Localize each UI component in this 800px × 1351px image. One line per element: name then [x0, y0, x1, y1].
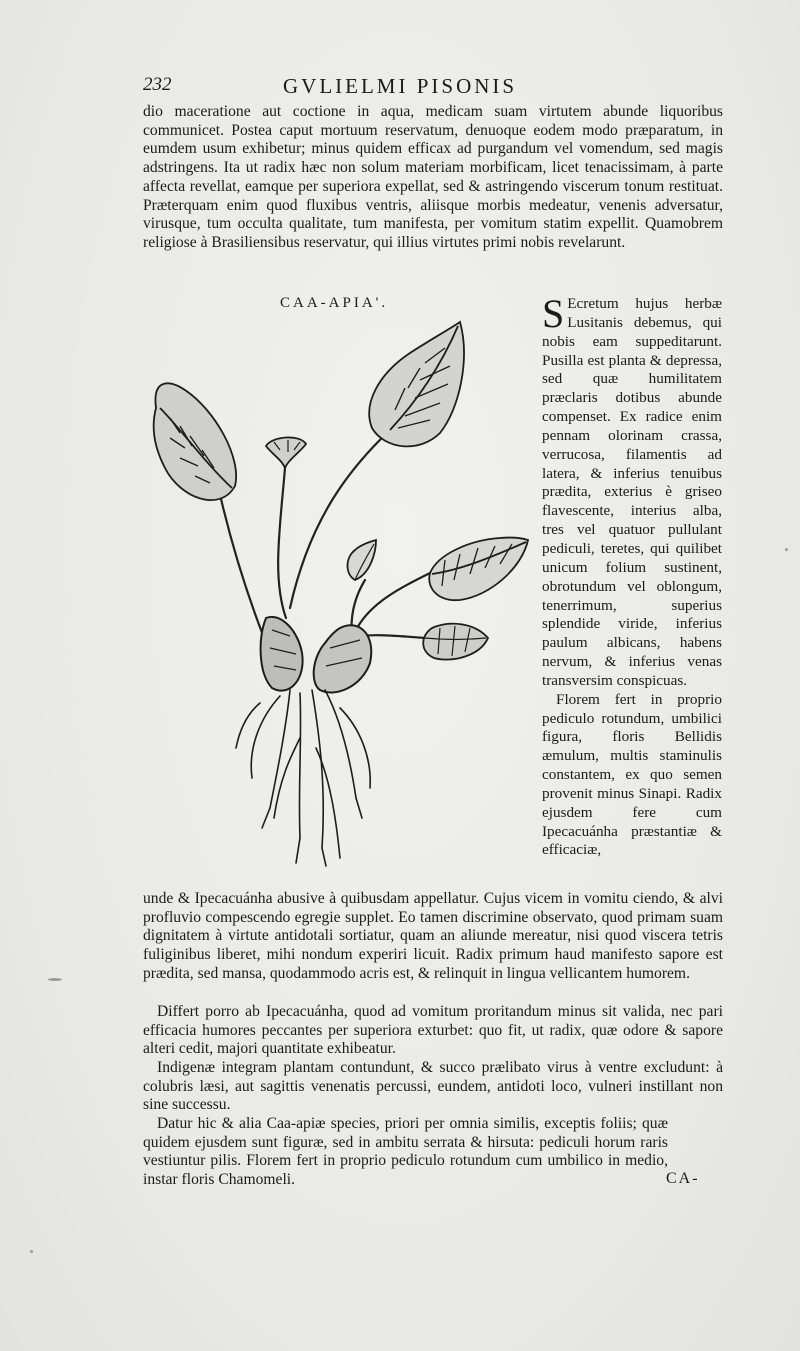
paper-speck: [48, 978, 62, 981]
side-column-text: [542, 291, 722, 860]
catchword: CA-: [666, 1170, 700, 1187]
drop-cap: S: [542, 291, 565, 336]
top-paragraph: dio maceratione aut coctione in aqua, medicam suam virtutem abunde liquoribus communicet. Postea caput mortuum reservatum, denuoque eodem modo præparatum, in eumdem usum exhibetur; minus quidem efficax ad purgandum vel vomendum, sed magis adstringens. Ita ut radix hæc non solum materiam morbificam, licet tenacissimam, à parte affecta revellat, eamque per superiora expellat, sed & astringendo viscerum tonum restituat. Præterquam enim quod fluxibus ventris, aliisque morbis medeatur, venenis adversatur, virusque, tum occulta qualitate, tum manifesta, per vomitum statim expellit. Quamobrem religiose à Brasiliensibus reservatur, qui illius virtutes primi nobis revelarunt.: [143, 103, 723, 251]
paragraph-indigenae: Indigenæ integram plantam contundunt, & succo prælibato virus à ventre excludunt: à colubris læsi, aut sagittis venenatis percussi, eundem, antidoti loco, vulneri instillant non sine successu.: [143, 1059, 723, 1114]
side-paragraph-2: Florem fert in proprio pediculo rotundum, umbilici figura, floris Bellidis æmulum, multis staminulis constantem, ex quo semen provenit minus Sinapi. Radix ejusdem fere cum Ipecacuánha præstantiæ & efficaciæ,: [542, 690, 722, 859]
page-number: 232: [143, 74, 172, 95]
paper-speck: [30, 1250, 33, 1253]
illustration-caption: CAA-APIA'.: [280, 295, 389, 311]
running-header: [143, 74, 723, 100]
paper-speck: [785, 548, 788, 551]
paragraph-datur: Datur hic & alia Caa-apiæ species, priori per omnia similis, exceptis foliis; quæ quidem ejusdem sunt figuræ, sed in ambitu serrata & hirsuta: pediculi horum raris vestiuntur pilis. Florem fert in proprio pediculo rotundum cum umbilico in medio, instar floris Chamomeli.: [143, 1115, 668, 1189]
continuation-paragraph: unde & Ipecacuánha abusive à quibusdam appellatur. Cujus vicem in vomitu ciendo, & alvi profluvio compescendo egregie supplet. Eo tamen discrimine observato, quod primam suam dignitatem à virtute antidotali sortiatur, quam an aliunde mereatur, nisi quod viscera tetris fuliginibus liberet, mihi nondum experiri licuit. Radix primum haud manifesto sapore est prædita, sed mansa, quodammodo acris est, & relinquit in lingua vellicantem humorem.: [143, 890, 723, 982]
running-title: GVLIELMI PISONIS: [283, 74, 518, 98]
plant-woodcut-illustration: [140, 318, 532, 874]
paragraph-differt: Differt porro ab Ipecacuánha, quod ad vomitum proritandum minus sit valida, nec pari efficacia humores peccantes per superiora exturbet: quo fit, ut radix, quæ odore & sapore alteri cedit, majori quantitate exhibeatur.: [143, 1003, 723, 1058]
side-paragraph-1: Ecretum hujus herbæ Lusitanis debemus, qui nobis eam suppeditarunt. Pusilla est planta & depressa, sed quæ humilitatem præclaris dotibus abunde compenset. Ex radice enim pennam olorinam crassa, verrucosa, filamentis ad latera, & inferius tenuibus prædita, exterius è griseo flavescente, interius alba, tres vel quatuor pullulant pediculi, teretes, qui quilibet unicum folium sustinent, obrotundum vel oblongum, tenerrimum, superius splendide viride, inferius paulum albicans, habens nervum, & inferius venas transversim conspicuas.: [542, 295, 722, 689]
